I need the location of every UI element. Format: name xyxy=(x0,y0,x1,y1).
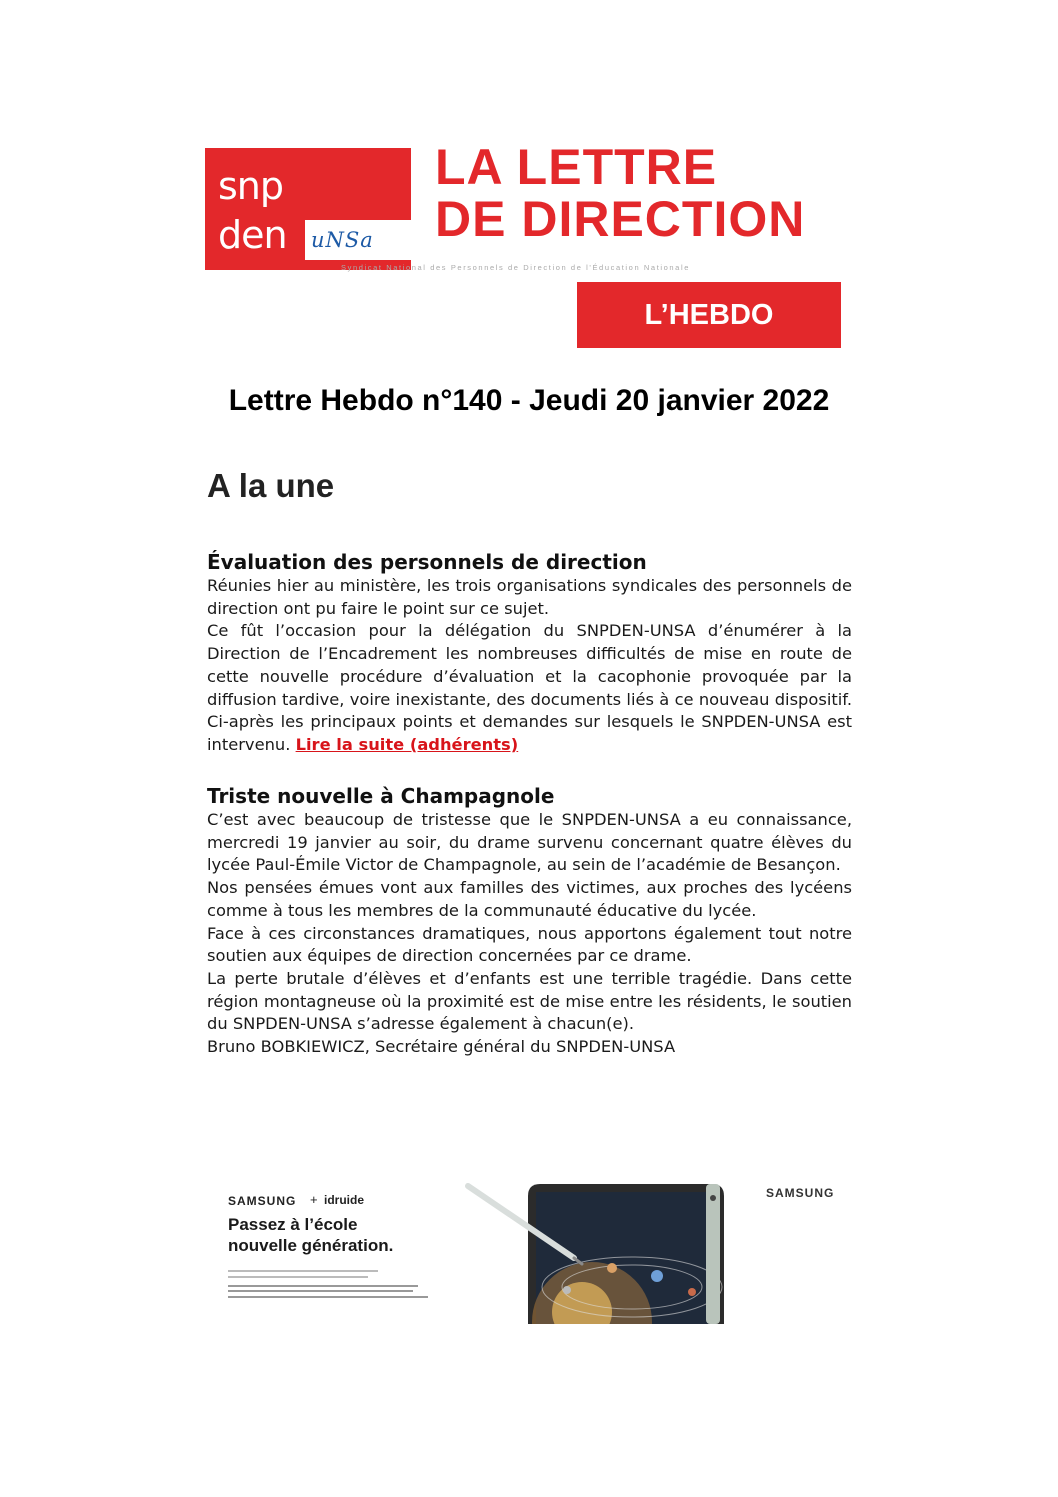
masthead-subtitle: Syndicat National des Personnels de Direction de l'Éducation Nationale xyxy=(341,263,690,272)
article-paragraph: Nos pensées émues vont aux familles des victimes, aux proches des lycéens comme à tous les membres de la communauté éducative du lycée. xyxy=(207,878,852,920)
ad-brand-samsung-right: SAMSUNG xyxy=(766,1186,835,1200)
article-signature: Bruno BOBKIEWICZ, Secrétaire général du SNPDEN-UNSA xyxy=(207,1037,676,1057)
masthead xyxy=(205,140,845,350)
ad-headline xyxy=(228,1214,458,1256)
article-paragraph: Face à ces circonstances dramatiques, nous apportons également tout notre soutien aux équipes de direction concernées par ce drame. xyxy=(207,923,852,966)
article-title: Triste nouvelle à Champagnole xyxy=(207,784,555,808)
article-champagnole xyxy=(207,784,852,1059)
issue-title: Lettre Hebdo n°140 - Jeudi 20 janvier 2022 xyxy=(228,384,830,417)
article-evaluation xyxy=(207,550,852,757)
read-more-link[interactable]: Lire la suite (adhérents) xyxy=(295,734,519,754)
article-title: Évaluation des personnels de direction xyxy=(207,550,647,574)
samsung-advertisement[interactable] xyxy=(212,1172,844,1324)
hebdo-badge xyxy=(577,282,841,348)
ad-headline-line-2: nouvelle génération. xyxy=(228,1236,394,1255)
ad-partner-brand: idruide xyxy=(324,1193,365,1207)
article-paragraph-text: Ce fût l’occasion pour la délégation du SNPDEN-UNSA d’énumérer à la Direction de l’Encadrement les nombreuses difficultés de mise en route de cette nouvelle procédure d’évaluation et la cacophonie provoquée par la diffusion tardive, voire inexistante, des documents liés à ce nouveau dispositif. Ci-après les principaux points et demandes sur lesquels le SNPDEN-UNSA est intervenu. xyxy=(207,621,852,754)
masthead-title-line-1: LA LETTRE xyxy=(435,139,718,195)
logo-text-den: den xyxy=(218,213,287,257)
ad-fineprint xyxy=(228,1268,453,1306)
article-paragraph xyxy=(207,620,852,756)
logo-text-unsa: uNSa xyxy=(311,228,374,252)
article-paragraph: Réunies hier au ministère, les trois organisations syndicales des personnels de direction ont pu faire le point sur ce sujet. xyxy=(207,576,852,618)
section-title: A la une xyxy=(207,467,335,504)
ad-headline-line-1: Passez à l’école xyxy=(228,1215,358,1234)
ad-plus: + xyxy=(310,1192,318,1207)
article-paragraph: La perte brutale d’élèves et d’enfants est une terrible tragédie. Dans cette région montagneuse où la proximité est de mise entre les résidents, le soutien du SNPDEN-UNSA s’adresse également à chacun(e). xyxy=(207,968,852,1034)
tablet-with-pen-icon xyxy=(462,1172,762,1324)
logo-text-snp: snp xyxy=(218,164,284,208)
ad-brand-samsung: SAMSUNG xyxy=(228,1194,297,1208)
unsa-logo xyxy=(305,220,411,260)
ad-fineprint-lines xyxy=(228,1268,448,1304)
snpden-logo xyxy=(205,148,411,270)
hebdo-badge-label: L’HEBDO xyxy=(644,299,774,331)
article-paragraph: C’est avec beaucoup de tristesse que le SNPDEN-UNSA a eu connaissance, mercredi 19 janvier au soir, du drame survenu concernant quatre élèves du lycée Paul-Émile Victor de Champagnole, au sein de l’académie de Besançon. xyxy=(207,810,852,875)
masthead-title-line-2: DE DIRECTION xyxy=(435,191,806,247)
